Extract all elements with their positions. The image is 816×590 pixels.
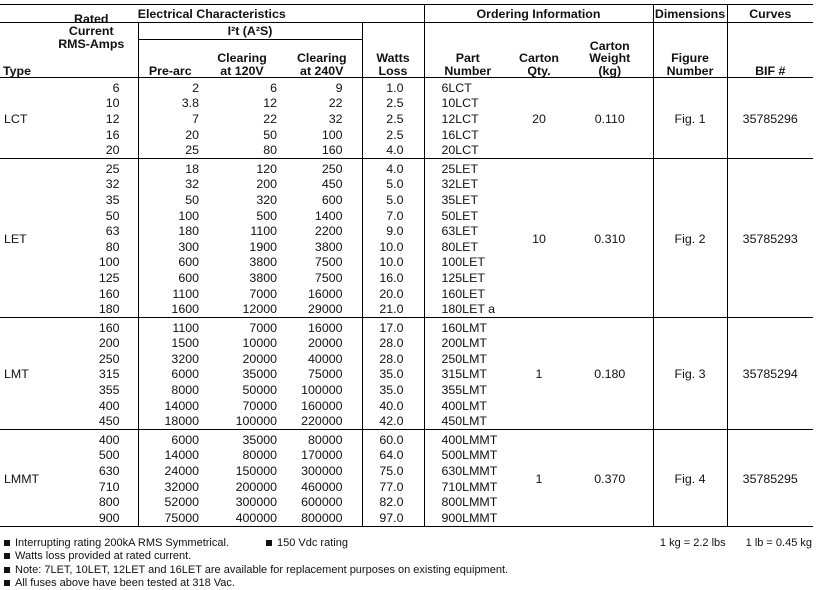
clearing-120-value: 35000 (242, 432, 277, 447)
col-watts-loss: Watts Loss (376, 51, 410, 78)
watts-loss-value: 77.0 (379, 479, 404, 494)
part-number: 125LET (424, 270, 511, 286)
rated-current: 25 (105, 161, 120, 176)
watts-loss-value: 16.0 (379, 270, 404, 285)
clearing-120-value: 400000 (202, 510, 282, 526)
prearc-value: 32000 (138, 479, 202, 495)
clearing-120-value: 1900 (249, 239, 277, 254)
table-row (0, 158, 813, 176)
col-figure-number: Figure Number (653, 40, 727, 78)
watts-loss-value: 64.0 (379, 448, 404, 463)
watts-loss-value: 97.0 (362, 510, 424, 526)
prearc-value: 52000 (138, 494, 202, 510)
part-number: 800LMMT (424, 494, 511, 510)
footnote-watts: Watts loss provided at rated current. (4, 550, 812, 563)
clearing-240-value: 250 (282, 158, 362, 176)
watts-loss-value: 4.0 (362, 142, 424, 158)
col-clearing-120: Clearing at 120V (217, 51, 267, 78)
clearing-240-value: 3800 (282, 239, 362, 255)
rated-current: 355 (98, 383, 120, 398)
footnote-vdc: 150 Vdc rating (266, 537, 348, 550)
clearing-240-value: 800000 (282, 510, 362, 526)
watts-loss-value: 5.0 (386, 192, 404, 207)
prearc-value: 6000 (138, 367, 202, 383)
watts-loss-value: 82.0 (379, 495, 404, 510)
watts-loss-value: 35.0 (379, 383, 404, 398)
col-type: Type (3, 63, 31, 78)
part-number: 80LET (424, 239, 511, 255)
watts-loss-value: 75.0 (379, 464, 404, 479)
clearing-120-value: 500 (256, 208, 277, 223)
bullet-icon (4, 567, 10, 573)
prearc-value: 180 (138, 223, 202, 239)
part-number: 900LMMT (424, 510, 511, 526)
clearing-240-value: 220000 (282, 413, 362, 429)
rated-current: 180 (45, 301, 138, 317)
watts-loss-value: 17.0 (379, 320, 404, 335)
fuse-type: LMMT (0, 430, 45, 527)
fuse-type: LET (0, 158, 45, 317)
rated-current: 500 (98, 448, 120, 463)
watts-loss-value: 20.0 (379, 286, 404, 301)
unit-conversion: 1 kg = 2.2 lbs 1 lb = 0.45 kg (659, 537, 812, 549)
prearc-value: 14000 (138, 398, 202, 414)
watts-loss-value: 9.0 (386, 224, 404, 239)
rated-current: 80 (105, 239, 120, 254)
rated-current: 63 (105, 224, 120, 239)
clearing-120-value: 80 (202, 142, 282, 158)
watts-loss-value: 21.0 (362, 301, 424, 317)
clearing-120-value: 70000 (242, 398, 277, 413)
rated-current: 200 (98, 336, 120, 351)
part-number: 200LMT (424, 336, 511, 352)
watts-loss-value: 2.5 (386, 96, 404, 111)
clearing-120-value: 80000 (242, 448, 277, 463)
prearc-value: 2 (138, 78, 202, 96)
part-number: 160LMT (424, 317, 511, 335)
col-prearc: Pre-arc (138, 40, 202, 78)
prearc-value: 1500 (138, 336, 202, 352)
col-clearing-240: Clearing at 240V (282, 40, 362, 78)
clearing-120-value: 35000 (242, 367, 277, 382)
prearc-value: 18000 (138, 413, 202, 429)
group-header-dimensions: Dimensions (654, 6, 726, 21)
figure-number: Fig. 4 (653, 430, 727, 527)
bif-number: 35785294 (727, 317, 813, 429)
rated-current: 100 (98, 255, 120, 270)
clearing-120-value: 12000 (202, 301, 282, 317)
clearing-120-value: 320 (256, 192, 277, 207)
rated-current: 12 (105, 111, 120, 126)
fuse-type: LCT (0, 78, 45, 159)
prearc-value: 1100 (138, 286, 202, 302)
clearing-120-value: 300000 (235, 495, 277, 510)
part-number: 450LMT (424, 413, 511, 429)
prearc-value: 75000 (138, 510, 202, 526)
clearing-120-value: 20000 (242, 351, 277, 366)
part-number: 10LCT (424, 96, 511, 112)
bif-number: 35785293 (727, 158, 813, 317)
part-number: 355LMT (424, 382, 511, 398)
clearing-120-value: 22 (263, 111, 277, 126)
rated-current: 400 (98, 398, 120, 413)
part-number: 500LMMT (424, 448, 511, 464)
rated-current: 160 (98, 286, 120, 301)
carton-weight: 0.370 (567, 430, 653, 527)
watts-loss-value: 60.0 (379, 432, 404, 447)
part-number: 20LCT (424, 142, 511, 158)
rated-current: 630 (98, 464, 120, 479)
part-number: 160LET (424, 286, 511, 302)
table-row (0, 317, 813, 335)
watts-loss-value: 35.0 (379, 367, 404, 382)
rated-current: 20 (45, 142, 138, 158)
part-number: 250LMT (424, 351, 511, 367)
footnote-replacement: Note: 7LET, 10LET, 12LET and 16LET are available for replacement purposes on existing equipment. (4, 564, 812, 577)
part-number: 63LET (424, 223, 511, 239)
carton-qty: 1 (511, 430, 567, 527)
rated-current: 900 (45, 510, 138, 526)
figure-number: Fig. 2 (653, 158, 727, 317)
carton-weight: 0.310 (567, 158, 653, 317)
watts-loss-value: 1.0 (386, 80, 404, 95)
prearc-value: 18 (138, 158, 202, 176)
part-number: 25LET (424, 158, 511, 176)
part-number: 12LCT (424, 111, 511, 127)
clearing-120-value: 7000 (249, 286, 277, 301)
clearing-120-value: 50000 (242, 383, 277, 398)
prearc-value: 7 (138, 111, 202, 127)
part-number: 16LCT (424, 127, 511, 143)
clearing-120-value: 6 (270, 80, 277, 95)
figure-number: Fig. 3 (653, 317, 727, 429)
bullet-icon (4, 540, 10, 546)
fuse-type: LMT (0, 317, 45, 429)
clearing-240-value: 600000 (282, 494, 362, 510)
col-rated-current: Rated Current RMS-Amps (58, 11, 125, 51)
part-number: 50LET (424, 208, 511, 224)
prearc-value: 1100 (138, 317, 202, 335)
part-number: 315LMT (424, 367, 511, 383)
table-body (0, 78, 813, 527)
bif-number: 35785295 (727, 430, 813, 527)
prearc-value: 20 (138, 127, 202, 143)
i2t-header: I²t (A²S) (138, 23, 362, 40)
rated-current: 250 (98, 351, 120, 366)
clearing-120-value: 7000 (249, 320, 277, 335)
prearc-value: 100 (138, 208, 202, 224)
table-row (0, 430, 813, 448)
part-number: 400LMT (424, 398, 511, 414)
part-number: 400LMMT (424, 430, 511, 448)
clearing-240-value: 100000 (282, 382, 362, 398)
group-header-ordering: Ordering Information (424, 5, 653, 23)
clearing-120-value: 150000 (235, 464, 277, 479)
clearing-240-value: 20000 (282, 336, 362, 352)
clearing-240-value: 7500 (282, 255, 362, 271)
col-bif: BIF # (727, 40, 813, 78)
prearc-value: 24000 (138, 463, 202, 479)
rated-current: 315 (98, 367, 120, 382)
clearing-120-value: 120 (256, 161, 277, 176)
group-header-electrical: Electrical Characteristics (0, 5, 424, 23)
watts-loss-value: 2.5 (386, 127, 404, 142)
clearing-240-value: 32 (282, 111, 362, 127)
prearc-value: 50 (138, 192, 202, 208)
clearing-120-value: 200000 (235, 479, 277, 494)
clearing-240-value: 16000 (282, 317, 362, 335)
rated-current: 50 (105, 208, 120, 223)
rated-current: 160 (98, 320, 120, 335)
clearing-240-value: 2200 (282, 223, 362, 239)
clearing-240-value: 16000 (282, 286, 362, 302)
prearc-value: 32 (138, 177, 202, 193)
table-row (0, 78, 813, 96)
rated-current: 800 (98, 495, 120, 510)
prearc-value: 3200 (138, 351, 202, 367)
carton-weight: 0.180 (567, 317, 653, 429)
rated-current: 125 (98, 270, 120, 285)
watts-loss-value: 40.0 (379, 398, 404, 413)
part-number: 180LET a (424, 301, 511, 317)
bullet-icon (4, 553, 10, 559)
prearc-value: 14000 (138, 448, 202, 464)
clearing-240-value: 170000 (282, 448, 362, 464)
col-carton-weight: Carton Weight (kg) (589, 38, 631, 78)
prearc-value: 6000 (138, 430, 202, 448)
clearing-240-value: 22 (282, 96, 362, 112)
prearc-value: 3.8 (138, 96, 202, 112)
clearing-120-value: 1100 (250, 224, 277, 239)
col-carton-qty: Carton Qty. (519, 51, 559, 78)
carton-qty: 20 (511, 78, 567, 159)
clearing-120-value: 12 (263, 96, 277, 111)
clearing-240-value: 75000 (282, 367, 362, 383)
clearing-240-value: 29000 (282, 301, 362, 317)
clearing-240-value: 460000 (282, 479, 362, 495)
clearing-240-value: 600 (282, 192, 362, 208)
clearing-120-value: 3800 (249, 255, 277, 270)
clearing-240-value: 300000 (282, 463, 362, 479)
rated-current: 400 (98, 432, 120, 447)
part-number: 6LCT (424, 78, 511, 96)
rated-current: 32 (105, 177, 120, 192)
carton-weight: 0.110 (567, 78, 653, 159)
clearing-120-value: 3800 (249, 270, 277, 285)
clearing-240-value: 1400 (282, 208, 362, 224)
clearing-240-value: 100 (282, 127, 362, 143)
rated-current: 16 (105, 127, 120, 142)
watts-loss-value: 28.0 (379, 336, 404, 351)
prearc-value: 600 (138, 255, 202, 271)
prearc-value: 600 (138, 270, 202, 286)
fuse-spec-table (0, 4, 813, 527)
rated-current: 35 (105, 192, 120, 207)
clearing-240-value: 9 (282, 78, 362, 96)
watts-loss-value: 5.0 (386, 177, 404, 192)
prearc-value: 300 (138, 239, 202, 255)
clearing-120-value: 50 (263, 127, 277, 142)
group-header-curves: Curves (727, 5, 813, 23)
part-number: 710LMMT (424, 479, 511, 495)
watts-loss-value: 2.5 (386, 111, 404, 126)
prearc-value: 1600 (138, 301, 202, 317)
watts-loss-value: 7.0 (386, 208, 404, 223)
rated-current: 10 (105, 96, 120, 111)
part-number: 35LET (424, 192, 511, 208)
prearc-value: 25 (138, 142, 202, 158)
figure-number: Fig. 1 (653, 78, 727, 159)
rated-current: 450 (45, 413, 138, 429)
part-number: 32LET (424, 177, 511, 193)
watts-loss-value: 4.0 (386, 161, 404, 176)
watts-loss-value: 28.0 (379, 351, 404, 366)
clearing-240-value: 450 (282, 177, 362, 193)
part-number: 100LET (424, 255, 511, 271)
clearing-240-value: 80000 (282, 430, 362, 448)
watts-loss-value: 10.0 (379, 239, 404, 254)
col-part-number: Part Number (424, 40, 511, 78)
footnote-tested: All fuses above have been tested at 318 Vac. (4, 577, 812, 590)
footnotes (4, 537, 812, 590)
rated-current: 710 (98, 479, 120, 494)
clearing-120-value: 100000 (202, 413, 282, 429)
carton-qty: 1 (511, 317, 567, 429)
clearing-240-value: 160000 (282, 398, 362, 414)
prearc-value: 8000 (138, 382, 202, 398)
bif-number: 35785296 (727, 78, 813, 159)
rated-current: 6 (112, 80, 120, 95)
clearing-240-value: 160 (282, 142, 362, 158)
clearing-240-value: 7500 (282, 270, 362, 286)
carton-qty: 10 (511, 158, 567, 317)
watts-loss-value: 42.0 (362, 413, 424, 429)
clearing-240-value: 40000 (282, 351, 362, 367)
watts-loss-value: 10.0 (379, 255, 404, 270)
clearing-120-value: 200 (256, 177, 277, 192)
bullet-icon (4, 580, 10, 586)
footnote-interrupting: Interrupting rating 200kA RMS Symmetrical. 150 Vdc rating 1 kg = 2.2 lbs 1 lb = 0.45 kg (4, 537, 812, 550)
bullet-icon (266, 540, 272, 546)
part-number: 630LMMT (424, 463, 511, 479)
clearing-120-value: 10000 (242, 336, 277, 351)
